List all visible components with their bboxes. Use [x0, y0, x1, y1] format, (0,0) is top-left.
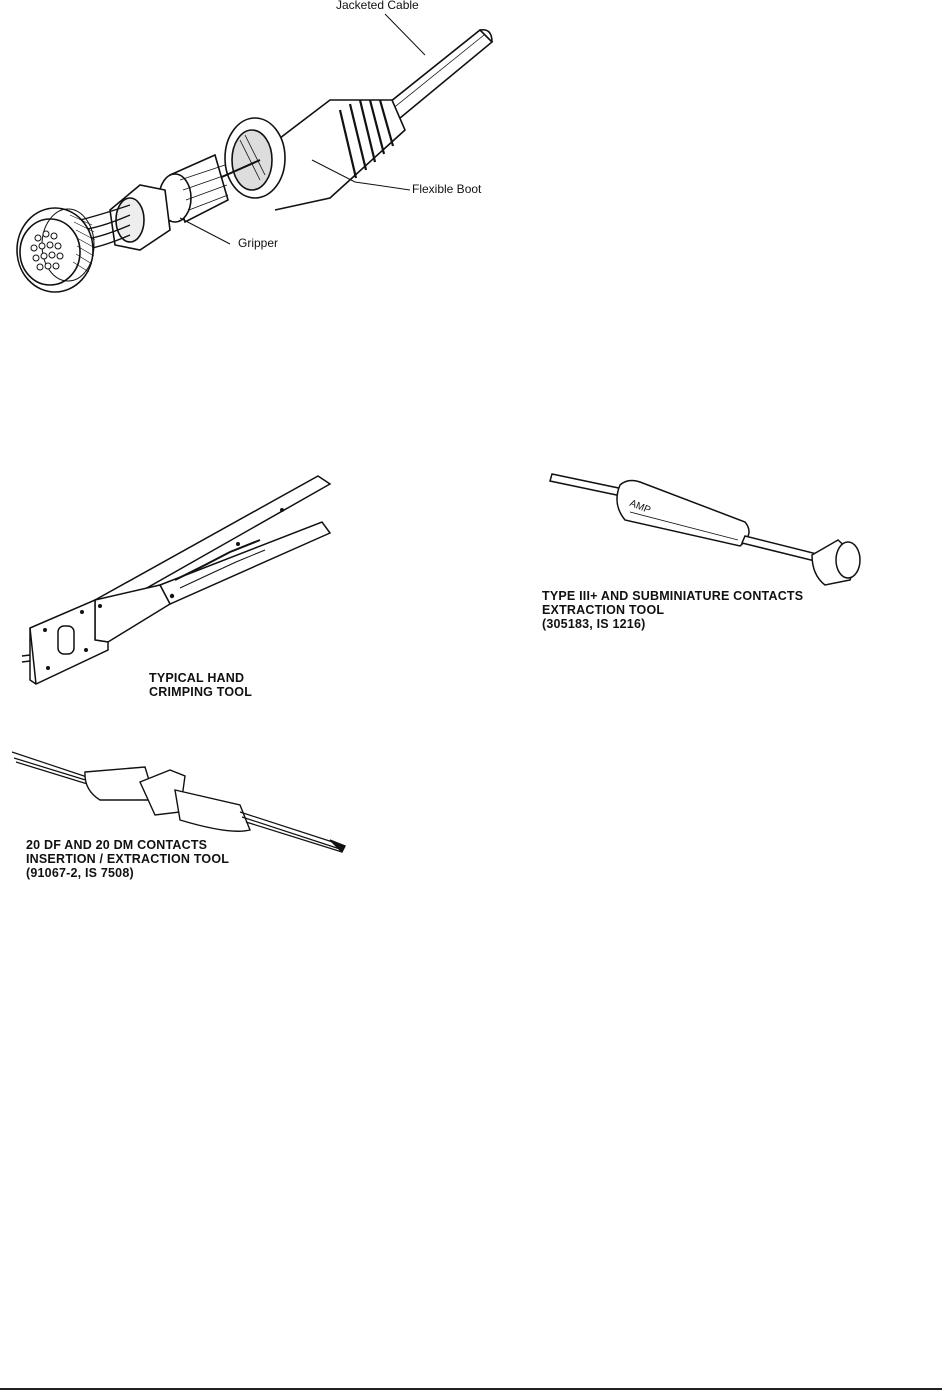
extraction-tool-caption — [542, 589, 803, 631]
extraction-handle — [617, 481, 749, 546]
extraction-tool-caption-line1: TYPE III+ AND SUBMINIATURE CONTACTS — [542, 589, 804, 603]
hand-crimping-tool-illustration — [22, 476, 330, 684]
extraction-tool-handle-mark: AMP — [627, 498, 653, 517]
crimper-die-window — [58, 626, 74, 654]
extraction-tool-illustration — [550, 474, 860, 585]
extraction-tool-caption-line3: (305183, IS 1216) — [542, 617, 646, 631]
extraction-tool-caption-line2: EXTRACTION TOOL — [542, 603, 665, 617]
insertion-tool-caption-line1: 20 DF AND 20 DM CONTACTS — [26, 838, 208, 852]
insertion-tool-caption-line2: INSERTION / EXTRACTION TOOL — [26, 852, 230, 866]
insertion-extraction-tool-illustration — [0, 752, 345, 852]
insertion-right-tip — [240, 812, 345, 852]
insertion-tool-caption — [26, 838, 229, 880]
page-bottom-rule — [0, 1388, 942, 1390]
gripper-label: Gripper — [238, 236, 279, 250]
flexible-boot — [225, 100, 405, 210]
extraction-knob — [812, 540, 860, 585]
extraction-rod-left — [550, 474, 628, 497]
crimping-tool-caption-line2: CRIMPING TOOL — [149, 685, 253, 699]
insertion-left-tip — [12, 752, 94, 786]
connector-assembly-illustration — [17, 14, 492, 292]
insertion-right-body — [175, 790, 250, 831]
jacketed-cable-label: Jacketed Cable — [336, 0, 419, 12]
connector-plug — [17, 208, 95, 292]
flexible-boot-label: Flexible Boot — [412, 182, 482, 196]
crimping-tool-caption-line1: TYPICAL HAND — [149, 671, 245, 685]
insertion-tool-caption-line3: (91067-2, IS 7508) — [26, 866, 134, 880]
crimping-tool-caption — [149, 671, 252, 699]
